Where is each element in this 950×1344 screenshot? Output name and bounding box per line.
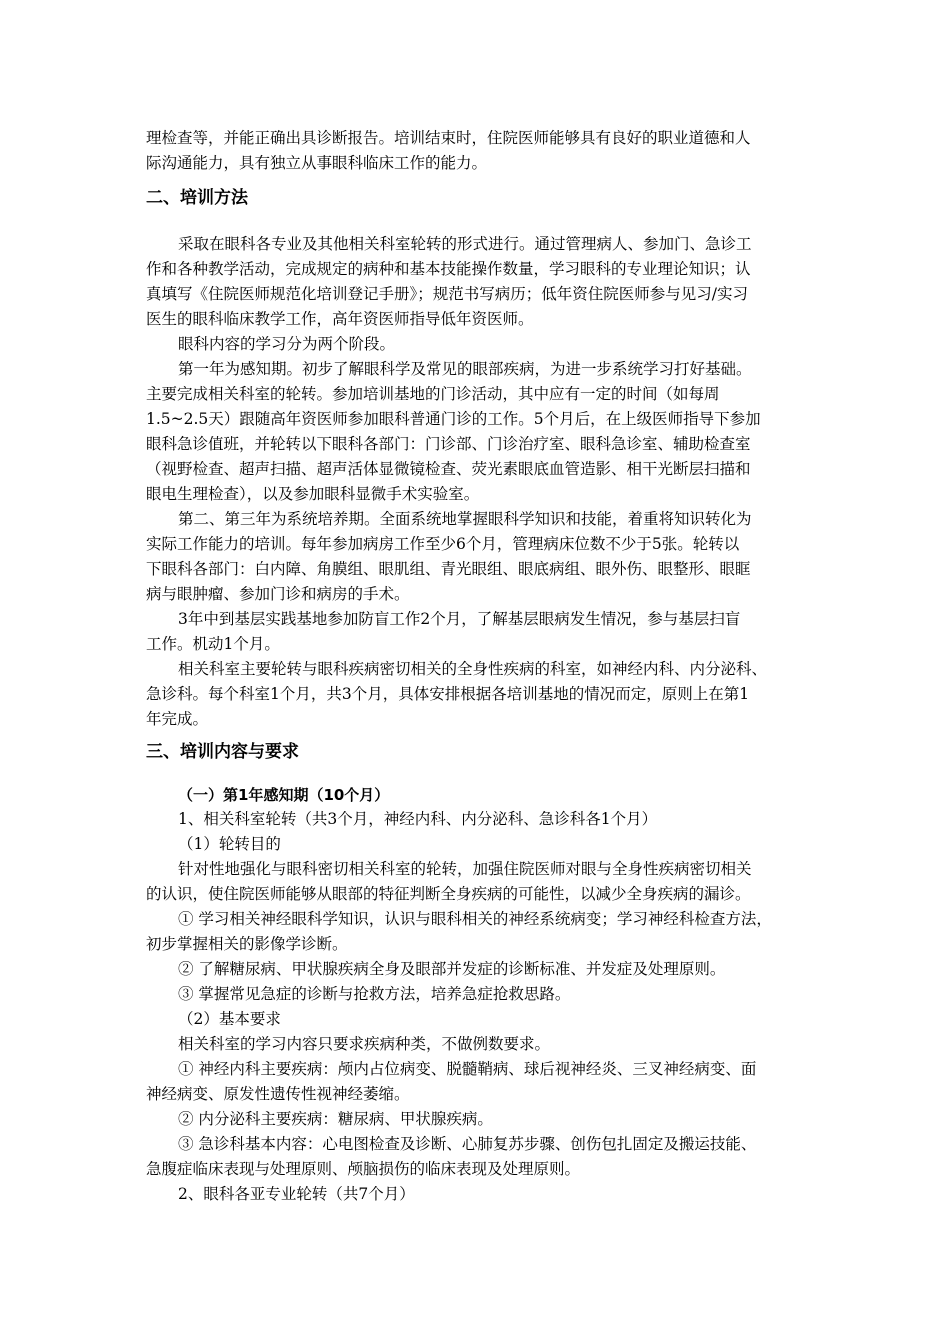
- subsection-heading: （一）第1年感知期（10个月）: [178, 786, 390, 804]
- text-line: 医生的眼科临床教学工作，高年资医师指导低年资医师。: [146, 310, 534, 328]
- text-line: 眼科内容的学习分为两个阶段。: [178, 335, 396, 353]
- text-line: 针对性地强化与眼科密切相关科室的轮转，加强住院医师对眼与全身性疾病密切相关: [178, 860, 752, 878]
- text-line: 第一年为感知期。初步了解眼科学及常见的眼部疾病，为进一步系统学习打好基础。: [178, 360, 752, 378]
- text-line: （2）基本要求: [178, 1010, 281, 1028]
- text-line: 1.5~2.5天）跟随高年资医师参加眼科普通门诊的工作。5个月后，在上级医师指导下参加: [146, 410, 761, 428]
- text-line: 眼科急诊值班，并轮转以下眼科各部门：门诊部、门诊治疗室、眼科急诊室、辅助检查室: [146, 435, 751, 453]
- text-line: 真填写《住院医师规范化培训登记手册》；规范书写病历；低年资住院医师参与见习/实习: [146, 285, 748, 303]
- text-line: 相关科室的学习内容只要求疾病种类，不做例数要求。: [178, 1035, 551, 1053]
- text-line: 3年中到基层实践基地参加防盲工作2个月，了解基层眼病发生情况，参与基层扫盲: [178, 610, 741, 628]
- text-line: ② 了解糖尿病、甲状腺疾病全身及眼部并发症的诊断标准、并发症及处理原则。: [178, 960, 726, 978]
- text-line: 急腹症临床表现与处理原则、颅脑损伤的临床表现及处理原则。: [146, 1160, 581, 1178]
- text-line: （1）轮转目的: [178, 835, 281, 853]
- text-line: 理检查等，并能正确出具诊断报告。培训结束时，住院医师能够具有良好的职业道德和人: [146, 129, 751, 147]
- text-line: ① 学习相关神经眼科学知识，认识与眼科相关的神经系统病变；学习神经科检查方法，: [178, 910, 772, 928]
- text-line: 病与眼肿瘤、参加门诊和病房的手术。: [146, 585, 410, 603]
- section-heading: 三、培训内容与要求: [146, 742, 299, 762]
- text-line: ③ 掌握常见急症的诊断与抢救方法，培养急症抢救思路。: [178, 985, 571, 1003]
- text-line: 年完成。: [146, 710, 209, 728]
- text-line: ③ 急诊科基本内容：心电图检查及诊断、心肺复苏步骤、创伤包扎固定及搬运技能、: [178, 1135, 757, 1153]
- text-line: ② 内分泌科主要疾病：糖尿病、甲状腺疾病。: [178, 1110, 493, 1128]
- text-line: 2、眼科各亚专业轮转（共7个月）: [178, 1185, 415, 1203]
- text-line: （视野检查、超声扫描、超声活体显微镜检查、荧光素眼底血管造影、相干光断层扫描和: [146, 460, 751, 478]
- text-line: 采取在眼科各专业及其他相关科室轮转的形式进行。通过管理病人、参加门、急诊工: [178, 235, 752, 253]
- text-line: 初步掌握相关的影像学诊断。: [146, 935, 348, 953]
- text-line: 工作。机动1个月。: [146, 635, 280, 653]
- text-line: 际沟通能力，具有独立从事眼科临床工作的能力。: [146, 154, 488, 172]
- text-line: 实际工作能力的培训。每年参加病房工作至少6个月，管理病床位数不少于5张。轮转以: [146, 535, 740, 553]
- text-line: ① 神经内科主要疾病：颅内占位病变、脱髓鞘病、球后视神经炎、三叉神经病变、面: [178, 1060, 757, 1078]
- text-line: 的认识，使住院医师能够从眼部的特征判断全身疾病的可能性，以减少全身疾病的漏诊。: [146, 885, 751, 903]
- text-line: 作和各种教学活动，完成规定的病种和基本技能操作数量，学习眼科的专业理论知识；认: [146, 260, 751, 278]
- text-line: 神经病变、原发性遗传性视神经萎缩。: [146, 1085, 410, 1103]
- text-line: 急诊科。每个科室1个月，共3个月，具体安排根据各培训基地的情况而定，原则上在第1: [146, 685, 750, 703]
- text-line: 1、相关科室轮转（共3个月，神经内科、内分泌科、急诊科各1个月）: [178, 810, 658, 828]
- text-line: 相关科室主要轮转与眼科疾病密切相关的全身性疾病的科室，如神经内科、内分泌科、: [178, 660, 768, 678]
- text-line: 下眼科各部门：白内障、角膜组、眼肌组、青光眼组、眼底病组、眼外伤、眼整形、眼眶: [146, 560, 751, 578]
- section-heading: 二、培训方法: [146, 188, 248, 208]
- text-line: 主要完成相关科室的轮转。参加培训基地的门诊活动，其中应有一定的时间（如每周: [146, 385, 720, 403]
- text-line: 眼电生理检查），以及参加眼科显微手术实验室。: [146, 485, 480, 503]
- text-line: 第二、第三年为系统培养期。全面系统地掌握眼科学知识和技能，着重将知识转化为: [178, 510, 752, 528]
